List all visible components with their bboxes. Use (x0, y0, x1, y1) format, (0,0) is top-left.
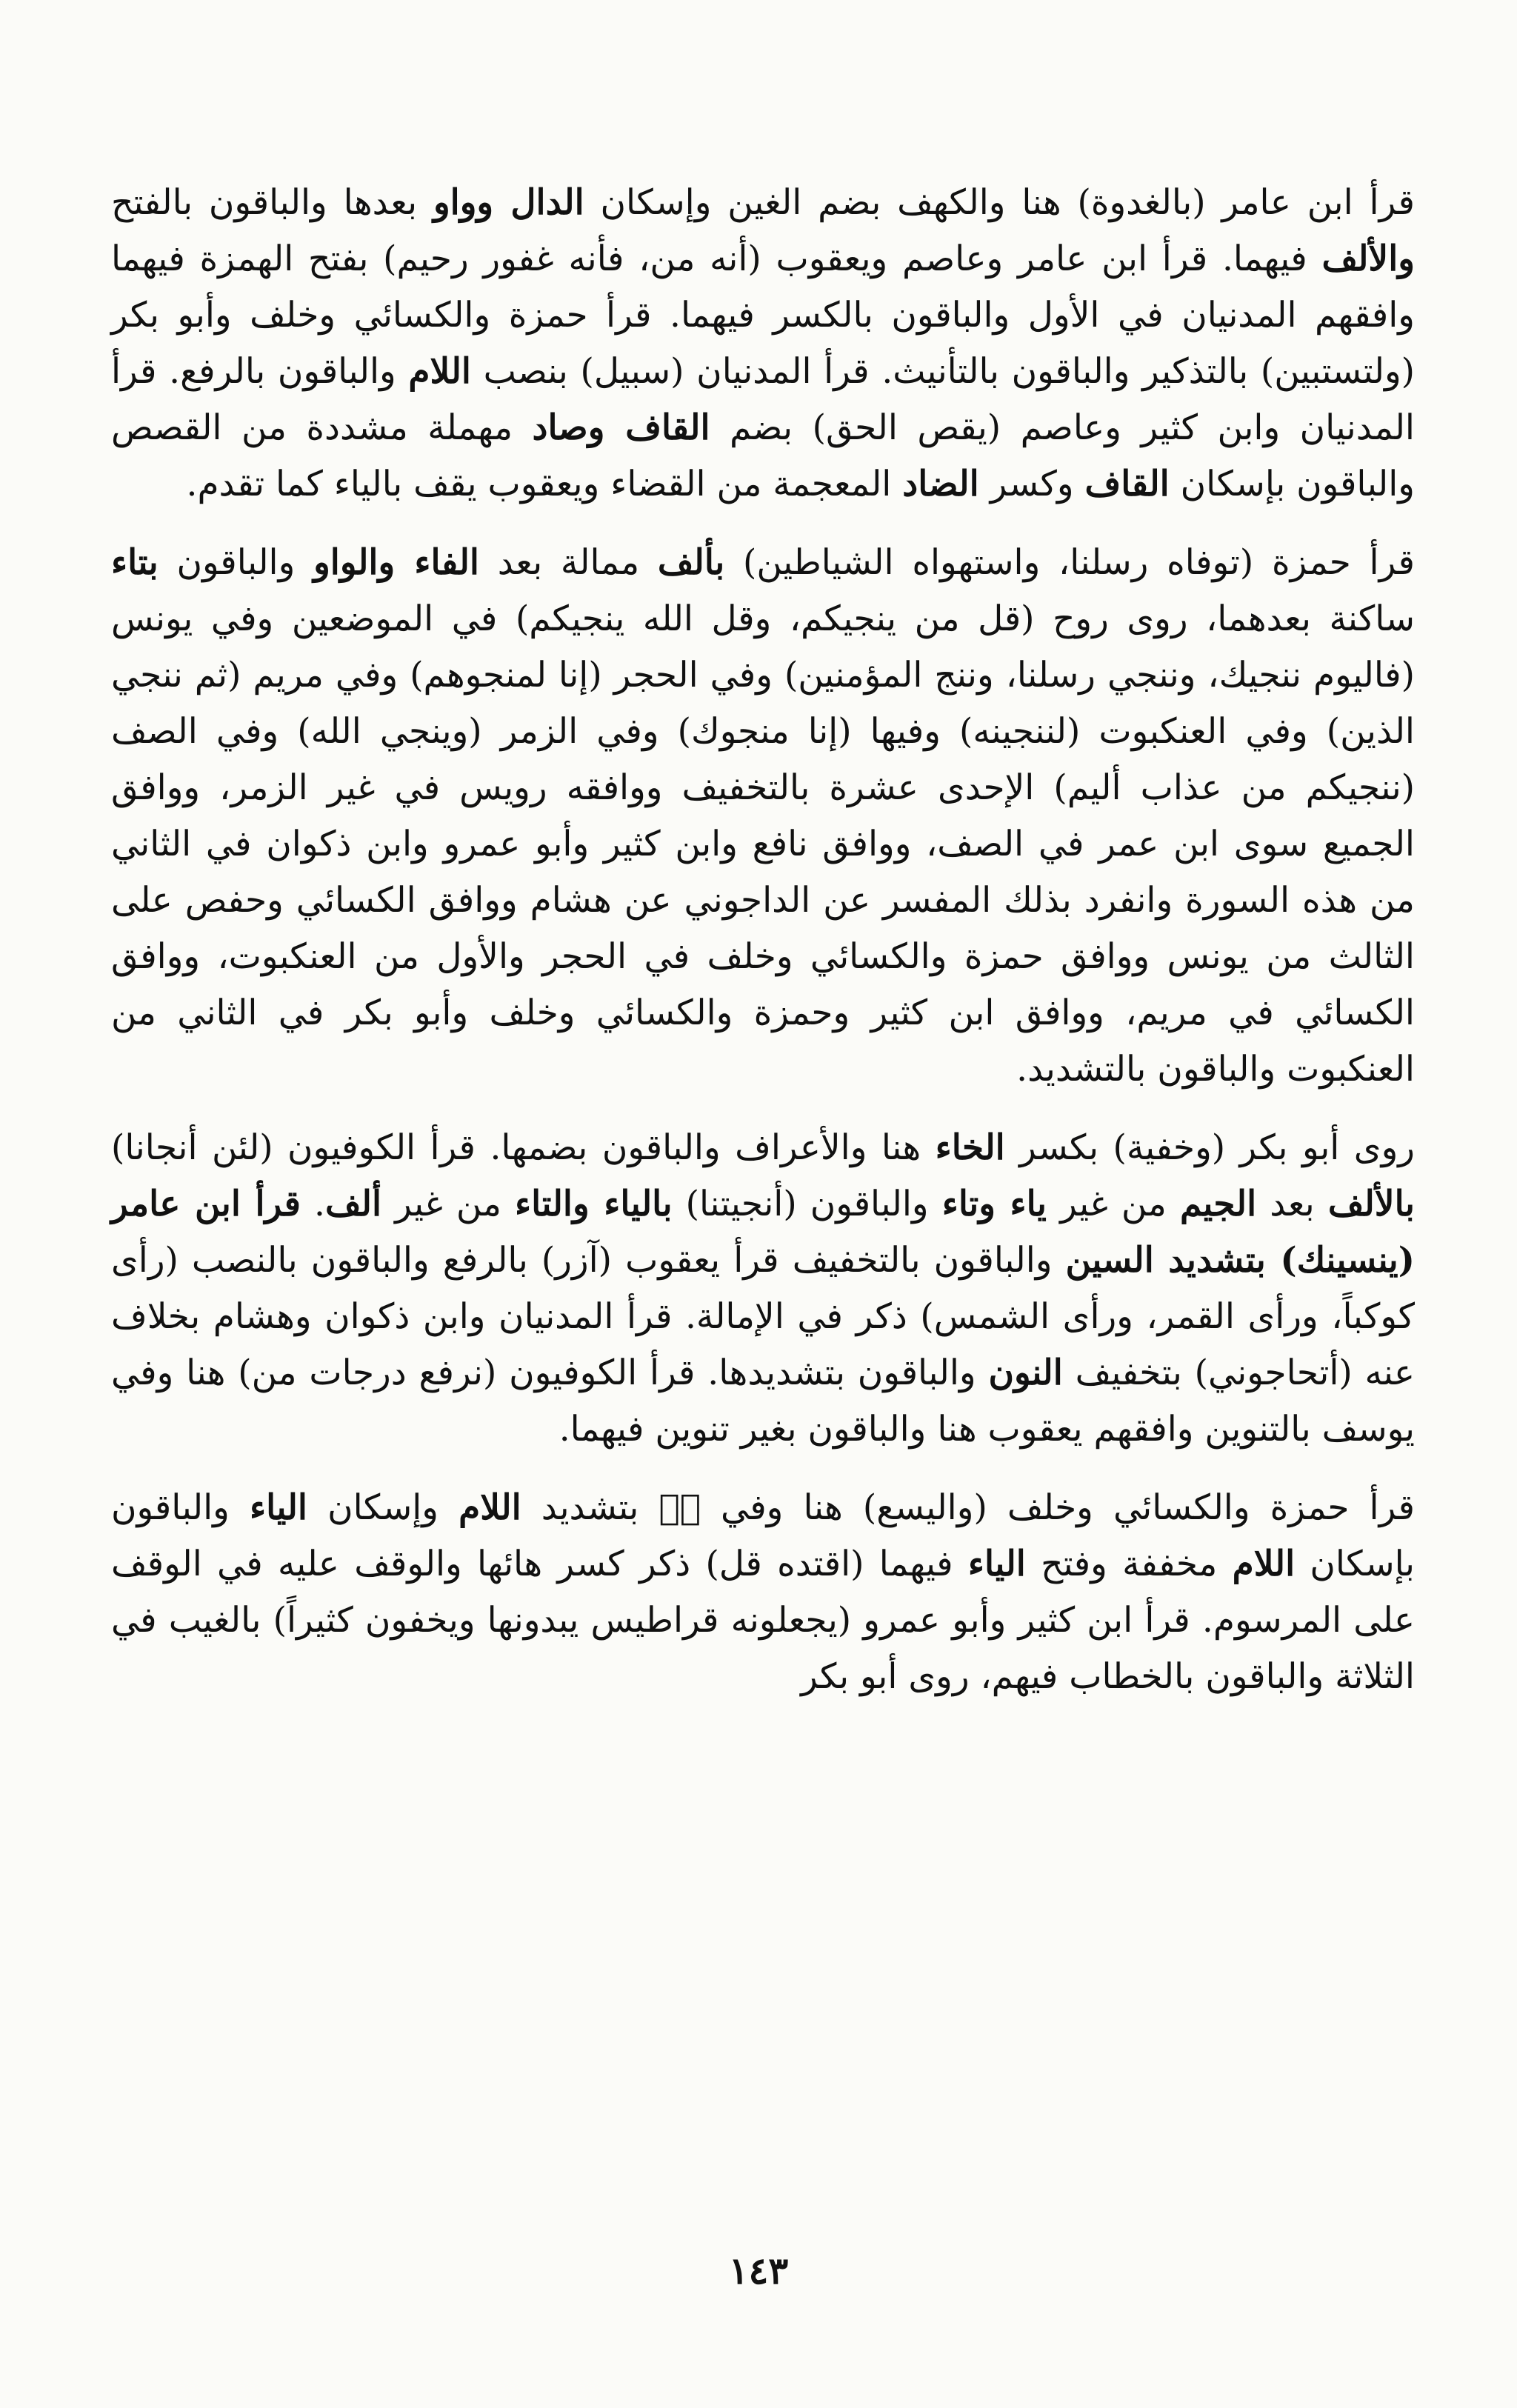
text-run: . (300, 1184, 325, 1224)
bold-term: الفاء والواو (313, 542, 479, 583)
bold-term: بألف (657, 542, 725, 583)
text-run: ممالة بعد (479, 542, 658, 583)
bold-term: بتاء (111, 542, 159, 583)
text-run: من غير (381, 1184, 515, 1224)
bold-term: والألف (1321, 239, 1415, 279)
bold-term: الياء (967, 1544, 1026, 1584)
text-run: وكسر (978, 464, 1085, 504)
page-number: ١٤٣ (728, 2249, 789, 2292)
text-run: والباقون بالتخفيف قرأ يعقوب (آزر) بالرفع والباقون بالنصب (رأى كوكباً، ورأى القمر، ورأى الشمس) ذكر في الإمالة. قرأ المدنيان وابن ذكوان وهشام بخلاف عنه (أتحاجوني) بتخفيف (111, 1240, 1415, 1393)
bold-term: اللام (1232, 1544, 1296, 1584)
text-run: والباقون بالرفع. قرأ المدنيان وابن كثير وعاصم (يقص الحق) بضم (111, 351, 1415, 448)
body-text (111, 175, 1415, 1727)
bold-term: النون (988, 1353, 1063, 1393)
bold-term: الياء (249, 1487, 307, 1528)
text-run: قرأ حمزة والكسائي وخلف (واليسع) هنا وفي صۤ بتشديد (521, 1487, 1415, 1528)
text-run: والباقون بإسكان (111, 1487, 1415, 1584)
text-run: روى أبو بكر (وخفية) بكسر (1004, 1127, 1415, 1168)
text-run: والباقون (أنجيتنا) (672, 1184, 942, 1224)
text-run: مهملة مشددة من القصص والباقون بإسكان (111, 407, 1415, 504)
bold-term: الدال وواو (433, 182, 584, 223)
text-run: وإسكان (307, 1487, 459, 1528)
bold-term: الخاء (935, 1127, 1005, 1168)
bold-term: قرأ ابن عامر (ينسينك) بتشديد السين (111, 1184, 1415, 1281)
text-run: ساكنة بعدهما، روى روح (قل من ينجيكم، وقل الله ينجيكم) في الموضعين وفي يونس (فاليوم ننجيك، وننجي رسلنا، وننج المؤمنين) وفي الحجر (إنا لمنجوهم) وفي مريم (ثم ننجي الذين) وفي العنكبوت (لننجينه) وفيها (إنا منجوك) وفي الزمر (وينجي الله) وفي الصف (ننجيكم من عذاب أليم) الإحدى عشرة بالتخفيف ووافقه رويس في غير الزمر، ووافق الجميع سوى ابن عمر في الصف، ووافق نافع وابن كثير وأبو عمرو وابن ذكوان في الثاني من هذه السورة وانفرد بذلك المفسر عن الداجوني عن هشام ووافق الكسائي وحفص على الثالث من يونس ووافق حمزة والكسائي وخلف في الحجر والأول من العنكبوت، ووافق الكسائي في مريم، ووافق ابن كثير وحمزة والكسائي وخلف وأبو بكر في الثاني من العنكبوت والباقون بالتشديد. (111, 598, 1415, 1090)
text-run: من غير (1046, 1184, 1180, 1224)
bold-term: بالياء والتاء (515, 1184, 673, 1224)
bold-term: اللام (459, 1487, 521, 1528)
text-run: فيهما. قرأ ابن عامر وعاصم ويعقوب (أنه من، فأنه غفور رحيم) بفتح الهمزة فيهما وافقهم المدنيان في الأول والباقون بالكسر فيهما. قرأ حمزة والكسائي وخلف وأبو بكر (ولتستبين) بالتذكير والباقون بالتأنيث. قرأ المدنيان (سبيل) بنصب (111, 239, 1415, 392)
text-run: والباقون بتشديدها. قرأ الكوفيون (نرفع درجات من) هنا وفي يوسف بالتنوين وافقهم يعقوب هنا والباقون بغير تنوين فيهما. (111, 1353, 1415, 1450)
text-run: والباقون (158, 542, 314, 583)
text-run: فيهما (اقتده قل) ذكر كسر هائها والوقف عليه في الوقف على المرسوم. قرأ ابن كثير وأبو عمرو (يجعلونه قراطيس يبدونها ويخفون كثيراً) بالغيب في الثلاثة والباقون بالخطاب فيهم، روى أبو بكر (111, 1544, 1415, 1697)
text-run: بعد (1256, 1184, 1328, 1224)
bold-term: ألف (324, 1184, 382, 1224)
text-run: المعجمة من القضاء ويعقوب يقف بالياء كما تقدم. (186, 464, 903, 504)
paragraph-2 (111, 535, 1415, 1098)
paragraph-4 (111, 1480, 1415, 1705)
text-run: بعدها والباقون بالفتح (111, 182, 433, 223)
text-run: قرأ ابن عامر (بالغدوة) هنا والكهف بضم الغين وإسكان (584, 182, 1415, 223)
text-run: قرأ حمزة (توفاه رسلنا، واستهواه الشياطين) (724, 542, 1415, 583)
bold-term: القاف (1084, 464, 1170, 504)
text-run: مخففة وفتح (1025, 1544, 1233, 1584)
bold-term: الضاد (902, 464, 979, 504)
bold-term: ياء وتاء (941, 1184, 1047, 1224)
bold-term: بالألف (1327, 1184, 1415, 1224)
text-run: هنا والأعراف والباقون بضمها. قرأ الكوفيون (لئن أنجانا) (111, 1127, 936, 1168)
bold-term: الجيم (1179, 1184, 1257, 1224)
bold-term: القاف وصاد (532, 407, 710, 448)
bold-term: اللام (408, 351, 471, 392)
paragraph-3 (111, 1120, 1415, 1458)
paragraph-1 (111, 175, 1415, 513)
